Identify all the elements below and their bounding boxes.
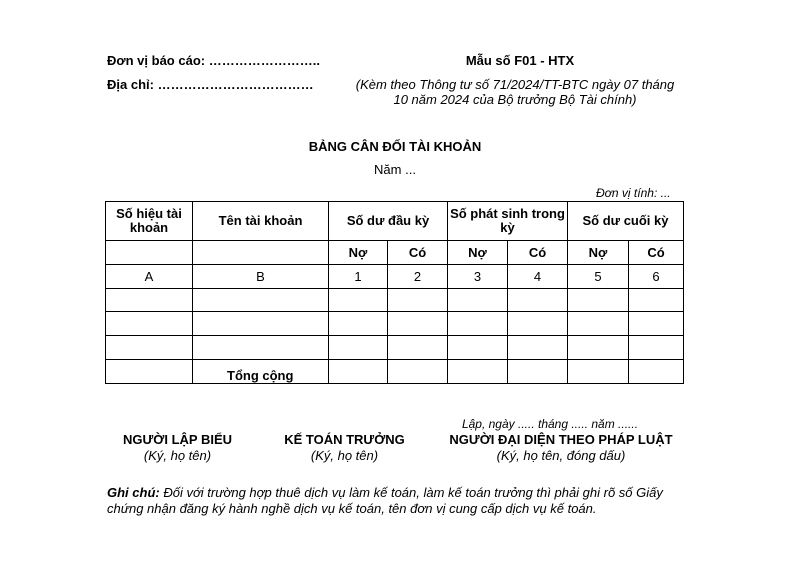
code-cell: 1 (329, 265, 388, 289)
empty-cell (106, 336, 193, 360)
reporting-unit-label: Đơn vị báo cáo: …………………….. (107, 53, 320, 68)
closing-credit-header: Có (629, 241, 684, 265)
empty-cell (388, 289, 448, 312)
footnote-label: Ghi chú: (107, 485, 160, 500)
empty-cell (508, 336, 568, 360)
report-year: Năm ... (374, 162, 416, 177)
empty-cell (106, 289, 193, 312)
table-subheader-row (106, 241, 684, 265)
empty-cell (629, 336, 684, 360)
code-cell: 6 (629, 265, 684, 289)
opening-debit-header: Nợ (329, 241, 388, 265)
empty-cell (448, 360, 508, 384)
empty-cell (329, 360, 388, 384)
table-row (106, 336, 684, 360)
currency-unit: Đơn vị tính: ... (596, 186, 671, 200)
preparer-title: NGƯỜI LẬP BIỂU (122, 432, 233, 447)
page-title: BẢNG CÂN ĐỐI TÀI KHOẢN (308, 139, 482, 154)
empty-cell (193, 312, 329, 336)
footnote-text: Đối với trường hợp thuê dịch vụ làm kế toán, làm kế toán trưởng thì phải ghi rõ số Giấy (159, 485, 663, 500)
footnote (107, 485, 707, 517)
opening-credit-header: Có (388, 241, 448, 265)
empty-cell (448, 289, 508, 312)
subheader-empty-cell (193, 241, 329, 265)
empty-cell (508, 312, 568, 336)
col-account-no: Số hiệu tài khoản (106, 202, 193, 241)
closing-debit-header: Nợ (568, 241, 629, 265)
form-note-line1: (Kèm theo Thông tư số 71/2024/TT-BTC ngày 07 tháng (355, 77, 675, 92)
empty-cell (568, 360, 629, 384)
empty-cell (388, 360, 448, 384)
preparer-note: (Ký, họ tên) (143, 448, 212, 463)
accountant-title: KẾ TOÁN TRƯỞNG (284, 432, 405, 447)
table-total-row (106, 360, 684, 384)
accountant-note: (Ký, họ tên) (310, 448, 379, 463)
empty-cell (448, 312, 508, 336)
period-debit-header: Nợ (448, 241, 508, 265)
representative-note: (Ký, họ tên, đóng dấu) (496, 448, 626, 463)
col-closing-balance: Số dư cuối kỳ (568, 202, 684, 241)
empty-cell (329, 312, 388, 336)
form-code: Mẫu số F01 - HTX (465, 53, 575, 68)
table-row (106, 289, 684, 312)
code-cell: B (193, 265, 329, 289)
col-account-name: Tên tài khoản (193, 202, 329, 241)
empty-cell (629, 360, 684, 384)
empty-cell (568, 312, 629, 336)
code-cell: A (106, 265, 193, 289)
col-period-transactions: Số phát sinh trong kỳ (448, 202, 568, 241)
empty-cell (629, 289, 684, 312)
form-note-line2: 10 năm 2024 của Bộ trưởng Bộ Tài chính) (393, 92, 637, 107)
code-cell: 4 (508, 265, 568, 289)
form-note (330, 77, 700, 107)
empty-cell (568, 336, 629, 360)
balance-table (105, 201, 684, 384)
empty-cell (106, 312, 193, 336)
footnote-line1 (107, 485, 707, 501)
empty-cell (388, 312, 448, 336)
table-header-row (106, 202, 684, 241)
period-credit-header: Có (508, 241, 568, 265)
representative-title: NGƯỜI ĐẠI DIỆN THEO PHÁP LUẬT (449, 432, 673, 447)
total-label: Tổng cộng (193, 360, 329, 384)
subheader-empty-cell (106, 241, 193, 265)
date-line: Lập, ngày ..... tháng ..... năm ...... (461, 417, 639, 431)
code-cell: 3 (448, 265, 508, 289)
empty-cell (193, 336, 329, 360)
table-code-row (106, 265, 684, 289)
address-label: Địa chỉ: ……………………………… (107, 77, 314, 92)
empty-cell (508, 289, 568, 312)
footnote-line2: chứng nhận đăng ký hành nghề dịch vụ kế toán, tên đơn vị cung cấp dịch vụ kế toán. (107, 501, 597, 516)
empty-cell (388, 336, 448, 360)
col-opening-balance: Số dư đầu kỳ (329, 202, 448, 241)
empty-cell (106, 360, 193, 384)
empty-cell (329, 289, 388, 312)
code-cell: 2 (388, 265, 448, 289)
empty-cell (329, 336, 388, 360)
code-cell: 5 (568, 265, 629, 289)
empty-cell (193, 289, 329, 312)
empty-cell (568, 289, 629, 312)
empty-cell (448, 336, 508, 360)
empty-cell (508, 360, 568, 384)
empty-cell (629, 312, 684, 336)
table-row (106, 312, 684, 336)
